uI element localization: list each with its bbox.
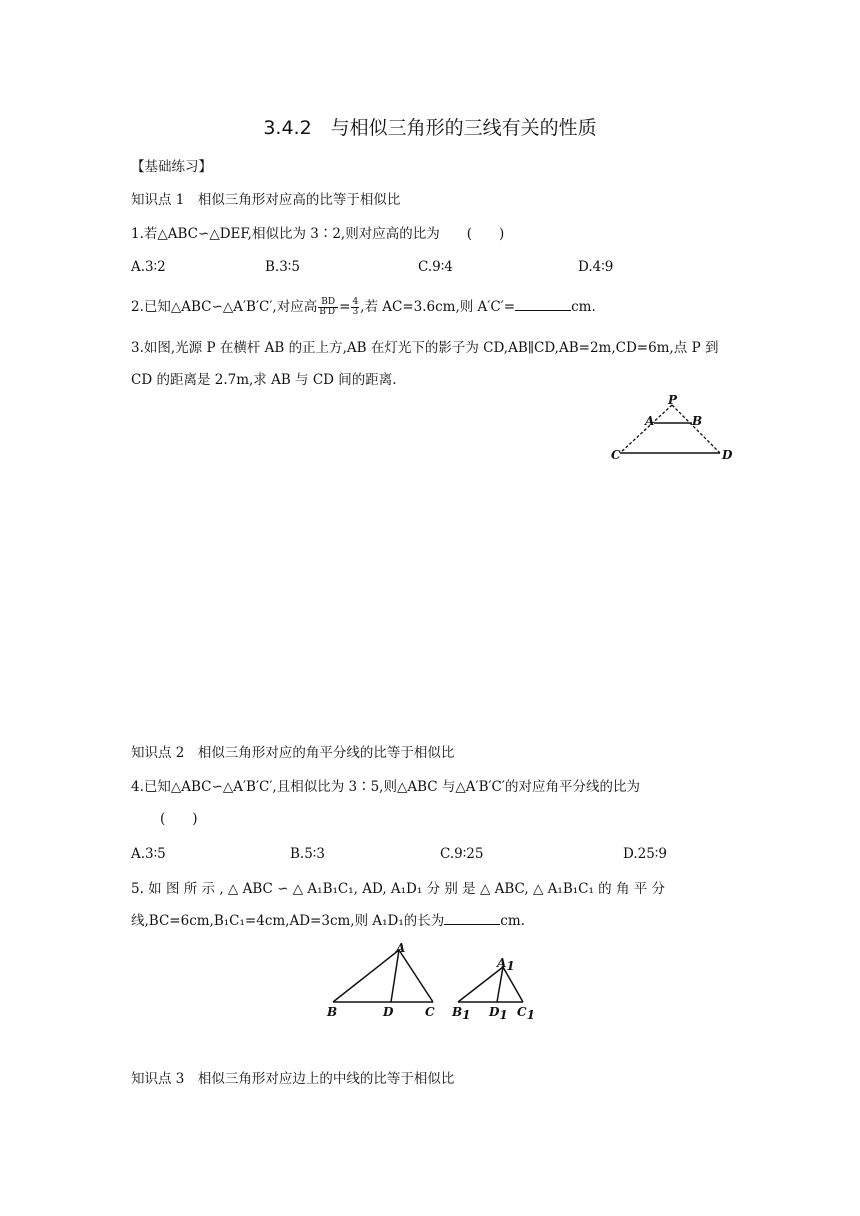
- q5-line2-pre: 线,BC=6cm,B₁C₁=4cm,AD=3cm,则 A₁D₁的长为: [131, 913, 445, 929]
- question-2: [131, 298, 596, 317]
- q1-option-c: C.9∶4: [418, 259, 453, 275]
- question-1-stem: 1.若△ABC∽△DEF,相似比为 3∶2,则对应高的比为 ( ): [131, 226, 505, 242]
- knowledge-point-3: 知识点 3 相似三角形对应边上的中线的比等于相似比: [131, 1071, 455, 1087]
- label-b: B: [327, 1005, 338, 1019]
- label-d1: D1: [489, 1005, 508, 1022]
- q1-option-b: B.3∶5: [265, 259, 300, 275]
- q4-option-b: B.5∶3: [290, 846, 325, 862]
- label-p: P: [668, 393, 678, 407]
- label-d: D: [722, 448, 733, 462]
- label-b: B: [692, 414, 703, 428]
- q2-fraction-heights: [318, 298, 338, 317]
- question-3-line-1: 3.如图,光源 P 在横杆 AB 的正上方,AB 在灯光下的影子为 CD,AB∥CD,AB=2m,CD=6m,点 P 到: [131, 340, 719, 356]
- q4-option-c: C.9∶25: [440, 846, 484, 862]
- q4-option-d: D.25∶9: [623, 846, 667, 862]
- label-a1: A1: [497, 956, 515, 973]
- a1b1c1-side-a1b1: [458, 967, 503, 1002]
- abc-side-ac: [399, 950, 433, 1002]
- q2-frac1-num: BD: [318, 298, 338, 308]
- ray-pd: [672, 405, 720, 453]
- knowledge-point-2: 知识点 2 相似三角形对应的角平分线的比等于相似比: [131, 745, 455, 761]
- label-a: A: [645, 414, 655, 428]
- question-4-line-1: 4.已知△ABC∽△A′B′C′,且相似比为 3∶5,则△ABC 与△A′B′C′的对应角平分线的比为: [131, 779, 640, 795]
- label-c1: C1: [517, 1005, 535, 1022]
- knowledge-point-1: 知识点 1 相似三角形对应高的比等于相似比: [131, 192, 401, 208]
- label-c: C: [611, 448, 621, 462]
- q2-frac1-den: B′D′: [319, 307, 338, 317]
- section-heading: 【基础练习】: [131, 159, 212, 175]
- angle-bisector-figure: [325, 940, 545, 1025]
- q4-option-a: A.3∶5: [131, 846, 166, 862]
- q2-unit: cm.: [571, 299, 596, 315]
- label-d: D: [383, 1005, 394, 1019]
- a1b1c1-bisector-a1d1: [497, 967, 503, 1002]
- question-4-line-2: ( ): [160, 811, 198, 827]
- label-a: A: [396, 941, 406, 955]
- q2-frac2-num: 4: [352, 297, 359, 307]
- q2-pre: 2.已知△ABC∽△A′B′C′,对应高: [131, 299, 318, 315]
- q1-option-d: D.4∶9: [578, 259, 614, 275]
- question-5-line-1: 5. 如 图 所 示 , △ ABC ∽ △ A₁B₁C₁, AD, A₁D₁ 分 别 是 △ ABC, △ A₁B₁C₁ 的 角 平 分: [131, 881, 666, 897]
- light-source-figure: [610, 395, 750, 465]
- q2-fraction-ratio: [351, 298, 359, 317]
- q2-frac2-den: 3: [352, 307, 359, 317]
- q5-unit: cm.: [500, 913, 525, 929]
- abc-side-ab: [333, 950, 399, 1002]
- q5-answer-blank[interactable]: [444, 912, 500, 925]
- page-title: 3.4.2 与相似三角形的三线有关的性质: [263, 117, 597, 139]
- q1-option-a: A.3∶2: [131, 259, 166, 275]
- label-b1: B1: [452, 1005, 471, 1022]
- question-3-line-2: CD 的距离是 2.7m,求 AB 与 CD 间的距离.: [131, 372, 397, 388]
- label-c: C: [425, 1005, 435, 1019]
- q2-eq: =: [339, 299, 351, 315]
- abc-bisector-ad: [391, 950, 399, 1002]
- ray-pc: [620, 405, 672, 453]
- q2-post: ,若 AC=3.6cm,则 A′C′=: [360, 299, 516, 315]
- q2-answer-blank[interactable]: [515, 298, 571, 311]
- question-5-line-2: [131, 912, 525, 930]
